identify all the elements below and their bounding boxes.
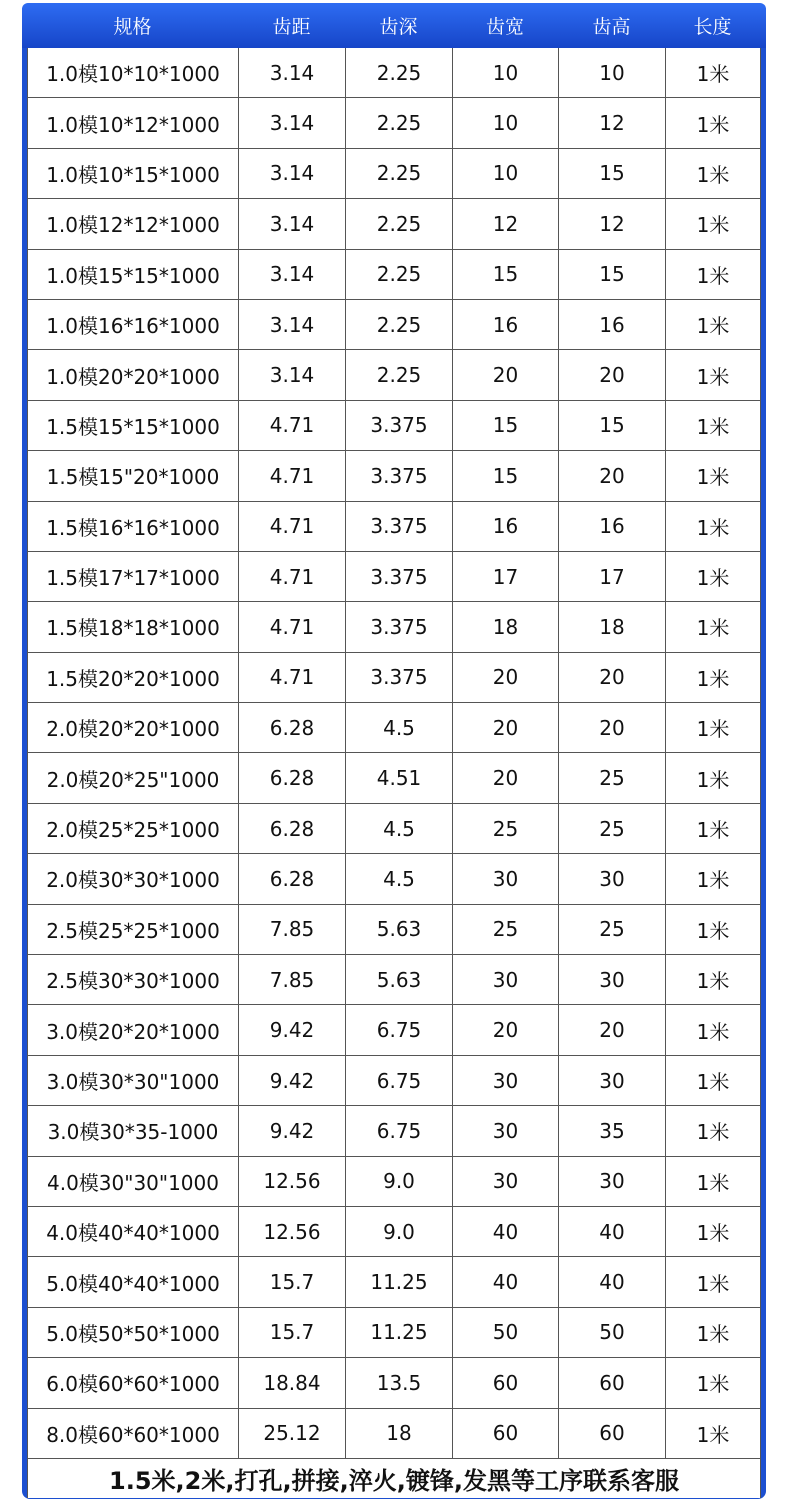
table-row	[28, 1409, 761, 1459]
table-cell: 1米	[666, 552, 761, 601]
table-row	[28, 1308, 761, 1358]
table-cell: 3.14	[239, 250, 346, 299]
table-cell: 9.42	[239, 1056, 346, 1105]
table-cell: 30	[453, 1157, 559, 1206]
table-cell: 3.375	[346, 602, 453, 651]
table-cell: 6.28	[239, 854, 346, 903]
table-row	[28, 149, 761, 199]
table-cell: 30	[453, 1056, 559, 1105]
table-cell: 2.25	[346, 98, 453, 147]
table-row	[28, 753, 761, 803]
table-cell: 10	[559, 48, 666, 97]
table-cell: 16	[559, 502, 666, 551]
table-cell: 20	[453, 1005, 559, 1054]
table-cell: 16	[559, 300, 666, 349]
table-cell: 4.0模40*40*1000	[28, 1207, 239, 1256]
table-cell: 40	[559, 1207, 666, 1256]
table-cell: 1.5模17*17*1000	[28, 552, 239, 601]
table-cell: 1米	[666, 1157, 761, 1206]
table-cell: 15	[453, 250, 559, 299]
table-cell: 20	[559, 703, 666, 752]
table-cell: 1米	[666, 451, 761, 500]
table-cell: 2.25	[346, 300, 453, 349]
table-cell: 9.42	[239, 1005, 346, 1054]
table-cell: 6.75	[346, 1056, 453, 1105]
table-cell: 4.71	[239, 401, 346, 450]
table-cell: 1米	[666, 653, 761, 702]
table-cell: 60	[559, 1358, 666, 1407]
table-cell: 7.85	[239, 905, 346, 954]
table-cell: 1米	[666, 602, 761, 651]
table-cell: 4.51	[346, 753, 453, 802]
table-row	[28, 905, 761, 955]
table-cell: 30	[559, 1056, 666, 1105]
table-cell: 5.0模50*50*1000	[28, 1308, 239, 1357]
table-cell: 15	[559, 401, 666, 450]
table-cell: 1米	[666, 199, 761, 248]
table-cell: 3.375	[346, 653, 453, 702]
table-cell: 1.0模10*12*1000	[28, 98, 239, 147]
table-row	[28, 401, 761, 451]
table-cell: 16	[453, 300, 559, 349]
header-height: 齿高	[592, 16, 631, 38]
table-cell: 8.0模60*60*1000	[28, 1409, 239, 1458]
table-cell: 3.375	[346, 552, 453, 601]
table-cell: 1米	[666, 98, 761, 147]
table-cell: 3.375	[346, 502, 453, 551]
table-cell: 60	[559, 1409, 666, 1458]
table-cell: 15	[559, 250, 666, 299]
table-cell: 1米	[666, 703, 761, 752]
header-depth: 齿深	[379, 16, 418, 38]
spec-table-frame	[22, 3, 766, 1499]
table-cell: 1米	[666, 753, 761, 802]
table-cell: 17	[453, 552, 559, 601]
table-row	[28, 653, 761, 703]
table-cell: 20	[453, 350, 559, 399]
table-cell: 4.5	[346, 854, 453, 903]
table-body	[27, 48, 761, 1459]
table-cell: 60	[453, 1409, 559, 1458]
table-row	[28, 1358, 761, 1408]
table-cell: 17	[559, 552, 666, 601]
table-cell: 1.5模18*18*1000	[28, 602, 239, 651]
table-cell: 11.25	[346, 1308, 453, 1357]
table-cell: 25	[559, 905, 666, 954]
table-cell: 25.12	[239, 1409, 346, 1458]
table-row	[28, 48, 761, 98]
table-cell: 20	[453, 653, 559, 702]
table-cell: 2.0模30*30*1000	[28, 854, 239, 903]
table-cell: 1米	[666, 1358, 761, 1407]
table-row	[28, 451, 761, 501]
table-cell: 7.85	[239, 955, 346, 1004]
table-cell: 1米	[666, 350, 761, 399]
table-cell: 1.0模10*15*1000	[28, 149, 239, 198]
table-cell: 25	[453, 804, 559, 853]
table-cell: 50	[453, 1308, 559, 1357]
table-cell: 18	[346, 1409, 453, 1458]
table-row	[28, 502, 761, 552]
table-cell: 3.14	[239, 98, 346, 147]
table-cell: 18	[453, 602, 559, 651]
table-cell: 4.71	[239, 502, 346, 551]
table-cell: 30	[453, 854, 559, 903]
table-cell: 12.56	[239, 1157, 346, 1206]
table-cell: 10	[453, 48, 559, 97]
table-cell: 2.25	[346, 149, 453, 198]
table-row	[28, 804, 761, 854]
table-row	[28, 703, 761, 753]
table-cell: 12	[559, 98, 666, 147]
table-row	[28, 955, 761, 1005]
table-cell: 4.71	[239, 552, 346, 601]
table-cell: 18	[559, 602, 666, 651]
table-cell: 35	[559, 1106, 666, 1155]
table-cell: 1米	[666, 1409, 761, 1458]
table-cell: 25	[559, 804, 666, 853]
table-cell: 3.14	[239, 199, 346, 248]
table-cell: 1米	[666, 804, 761, 853]
table-cell: 1米	[666, 1308, 761, 1357]
table-row	[28, 1257, 761, 1307]
table-cell: 1米	[666, 149, 761, 198]
table-cell: 1米	[666, 905, 761, 954]
table-row	[28, 300, 761, 350]
table-cell: 6.75	[346, 1106, 453, 1155]
table-cell: 1.0模16*16*1000	[28, 300, 239, 349]
table-cell: 1.0模12*12*1000	[28, 199, 239, 248]
table-cell: 15	[453, 451, 559, 500]
table-row	[28, 602, 761, 652]
table-cell: 1.5模16*16*1000	[28, 502, 239, 551]
table-row	[28, 1207, 761, 1257]
table-cell: 5.63	[346, 955, 453, 1004]
table-cell: 6.28	[239, 804, 346, 853]
table-cell: 40	[453, 1207, 559, 1256]
table-cell: 2.0模20*25"1000	[28, 753, 239, 802]
table-cell: 1.5模20*20*1000	[28, 653, 239, 702]
table-cell: 15	[559, 149, 666, 198]
table-cell: 3.14	[239, 149, 346, 198]
table-cell: 9.0	[346, 1157, 453, 1206]
table-row	[28, 350, 761, 400]
table-row	[28, 1056, 761, 1106]
table-cell: 40	[453, 1257, 559, 1306]
table-cell: 4.71	[239, 653, 346, 702]
table-cell: 50	[559, 1308, 666, 1357]
table-cell: 1米	[666, 1257, 761, 1306]
table-cell: 60	[453, 1358, 559, 1407]
table-cell: 25	[559, 753, 666, 802]
table-cell: 3.0模30*35-1000	[28, 1106, 239, 1155]
footer-note: 1.5米,2米,打孔,拼接,淬火,镀锋,发黑等工序联系客服	[27, 1459, 761, 1498]
table-cell: 1米	[666, 1005, 761, 1054]
table-cell: 1米	[666, 300, 761, 349]
table-cell: 30	[559, 955, 666, 1004]
table-cell: 6.75	[346, 1005, 453, 1054]
table-cell: 2.25	[346, 199, 453, 248]
table-cell: 2.0模25*25*1000	[28, 804, 239, 853]
table-cell: 6.28	[239, 753, 346, 802]
table-cell: 1米	[666, 1056, 761, 1105]
table-cell: 9.42	[239, 1106, 346, 1155]
table-cell: 3.14	[239, 300, 346, 349]
table-cell: 3.375	[346, 451, 453, 500]
header-width: 齿宽	[485, 16, 524, 38]
table-cell: 1.5模15*15*1000	[28, 401, 239, 450]
table-cell: 2.5模30*30*1000	[28, 955, 239, 1004]
table-cell: 11.25	[346, 1257, 453, 1306]
table-cell: 1米	[666, 1106, 761, 1155]
table-cell: 12	[559, 199, 666, 248]
header-pitch: 齿距	[272, 16, 311, 38]
table-cell: 3.14	[239, 48, 346, 97]
table-cell: 15.7	[239, 1257, 346, 1306]
table-cell: 1米	[666, 1207, 761, 1256]
table-row	[28, 98, 761, 148]
table-cell: 6.28	[239, 703, 346, 752]
table-cell: 20	[559, 1005, 666, 1054]
table-cell: 12.56	[239, 1207, 346, 1256]
table-cell: 25	[453, 905, 559, 954]
table-cell: 13.5	[346, 1358, 453, 1407]
table-row	[28, 1005, 761, 1055]
table-cell: 2.0模20*20*1000	[28, 703, 239, 752]
table-cell: 1米	[666, 48, 761, 97]
table-cell: 4.5	[346, 703, 453, 752]
header-spec: 规格	[113, 16, 152, 38]
table-cell: 30	[453, 955, 559, 1004]
table-cell: 40	[559, 1257, 666, 1306]
table-cell: 9.0	[346, 1207, 453, 1256]
table-row	[28, 1157, 761, 1207]
table-cell: 1米	[666, 955, 761, 1004]
table-cell: 1米	[666, 401, 761, 450]
table-row	[28, 250, 761, 300]
header-length: 长度	[693, 16, 732, 38]
table-cell: 20	[559, 350, 666, 399]
table-cell: 16	[453, 502, 559, 551]
table-cell: 10	[453, 149, 559, 198]
table-row	[28, 199, 761, 249]
table-cell: 1.5模15"20*1000	[28, 451, 239, 500]
table-cell: 30	[559, 854, 666, 903]
table-cell: 1米	[666, 502, 761, 551]
table-cell: 1米	[666, 250, 761, 299]
table-cell: 5.0模40*40*1000	[28, 1257, 239, 1306]
table-cell: 10	[453, 98, 559, 147]
table-cell: 2.25	[346, 350, 453, 399]
table-cell: 15	[453, 401, 559, 450]
table-header	[22, 3, 766, 48]
table-cell: 18.84	[239, 1358, 346, 1407]
table-cell: 1.0模10*10*1000	[28, 48, 239, 97]
table-cell: 12	[453, 199, 559, 248]
table-cell: 30	[559, 1157, 666, 1206]
table-cell: 20	[453, 703, 559, 752]
table-cell: 30	[453, 1106, 559, 1155]
table-cell: 6.0模60*60*1000	[28, 1358, 239, 1407]
table-row	[28, 1106, 761, 1156]
table-cell: 1米	[666, 854, 761, 903]
table-cell: 15.7	[239, 1308, 346, 1357]
table-row	[28, 552, 761, 602]
table-cell: 3.14	[239, 350, 346, 399]
table-cell: 20	[559, 653, 666, 702]
table-cell: 4.5	[346, 804, 453, 853]
table-cell: 1.0模20*20*1000	[28, 350, 239, 399]
table-cell: 20	[453, 753, 559, 802]
table-cell: 4.71	[239, 602, 346, 651]
table-cell: 5.63	[346, 905, 453, 954]
table-cell: 4.71	[239, 451, 346, 500]
table-cell: 1.0模15*15*1000	[28, 250, 239, 299]
table-cell: 3.375	[346, 401, 453, 450]
table-cell: 3.0模30*30"1000	[28, 1056, 239, 1105]
table-cell: 20	[559, 451, 666, 500]
table-cell: 4.0模30"30"1000	[28, 1157, 239, 1206]
table-cell: 3.0模20*20*1000	[28, 1005, 239, 1054]
table-cell: 2.25	[346, 48, 453, 97]
table-cell: 2.5模25*25*1000	[28, 905, 239, 954]
table-cell: 2.25	[346, 250, 453, 299]
table-row	[28, 854, 761, 904]
